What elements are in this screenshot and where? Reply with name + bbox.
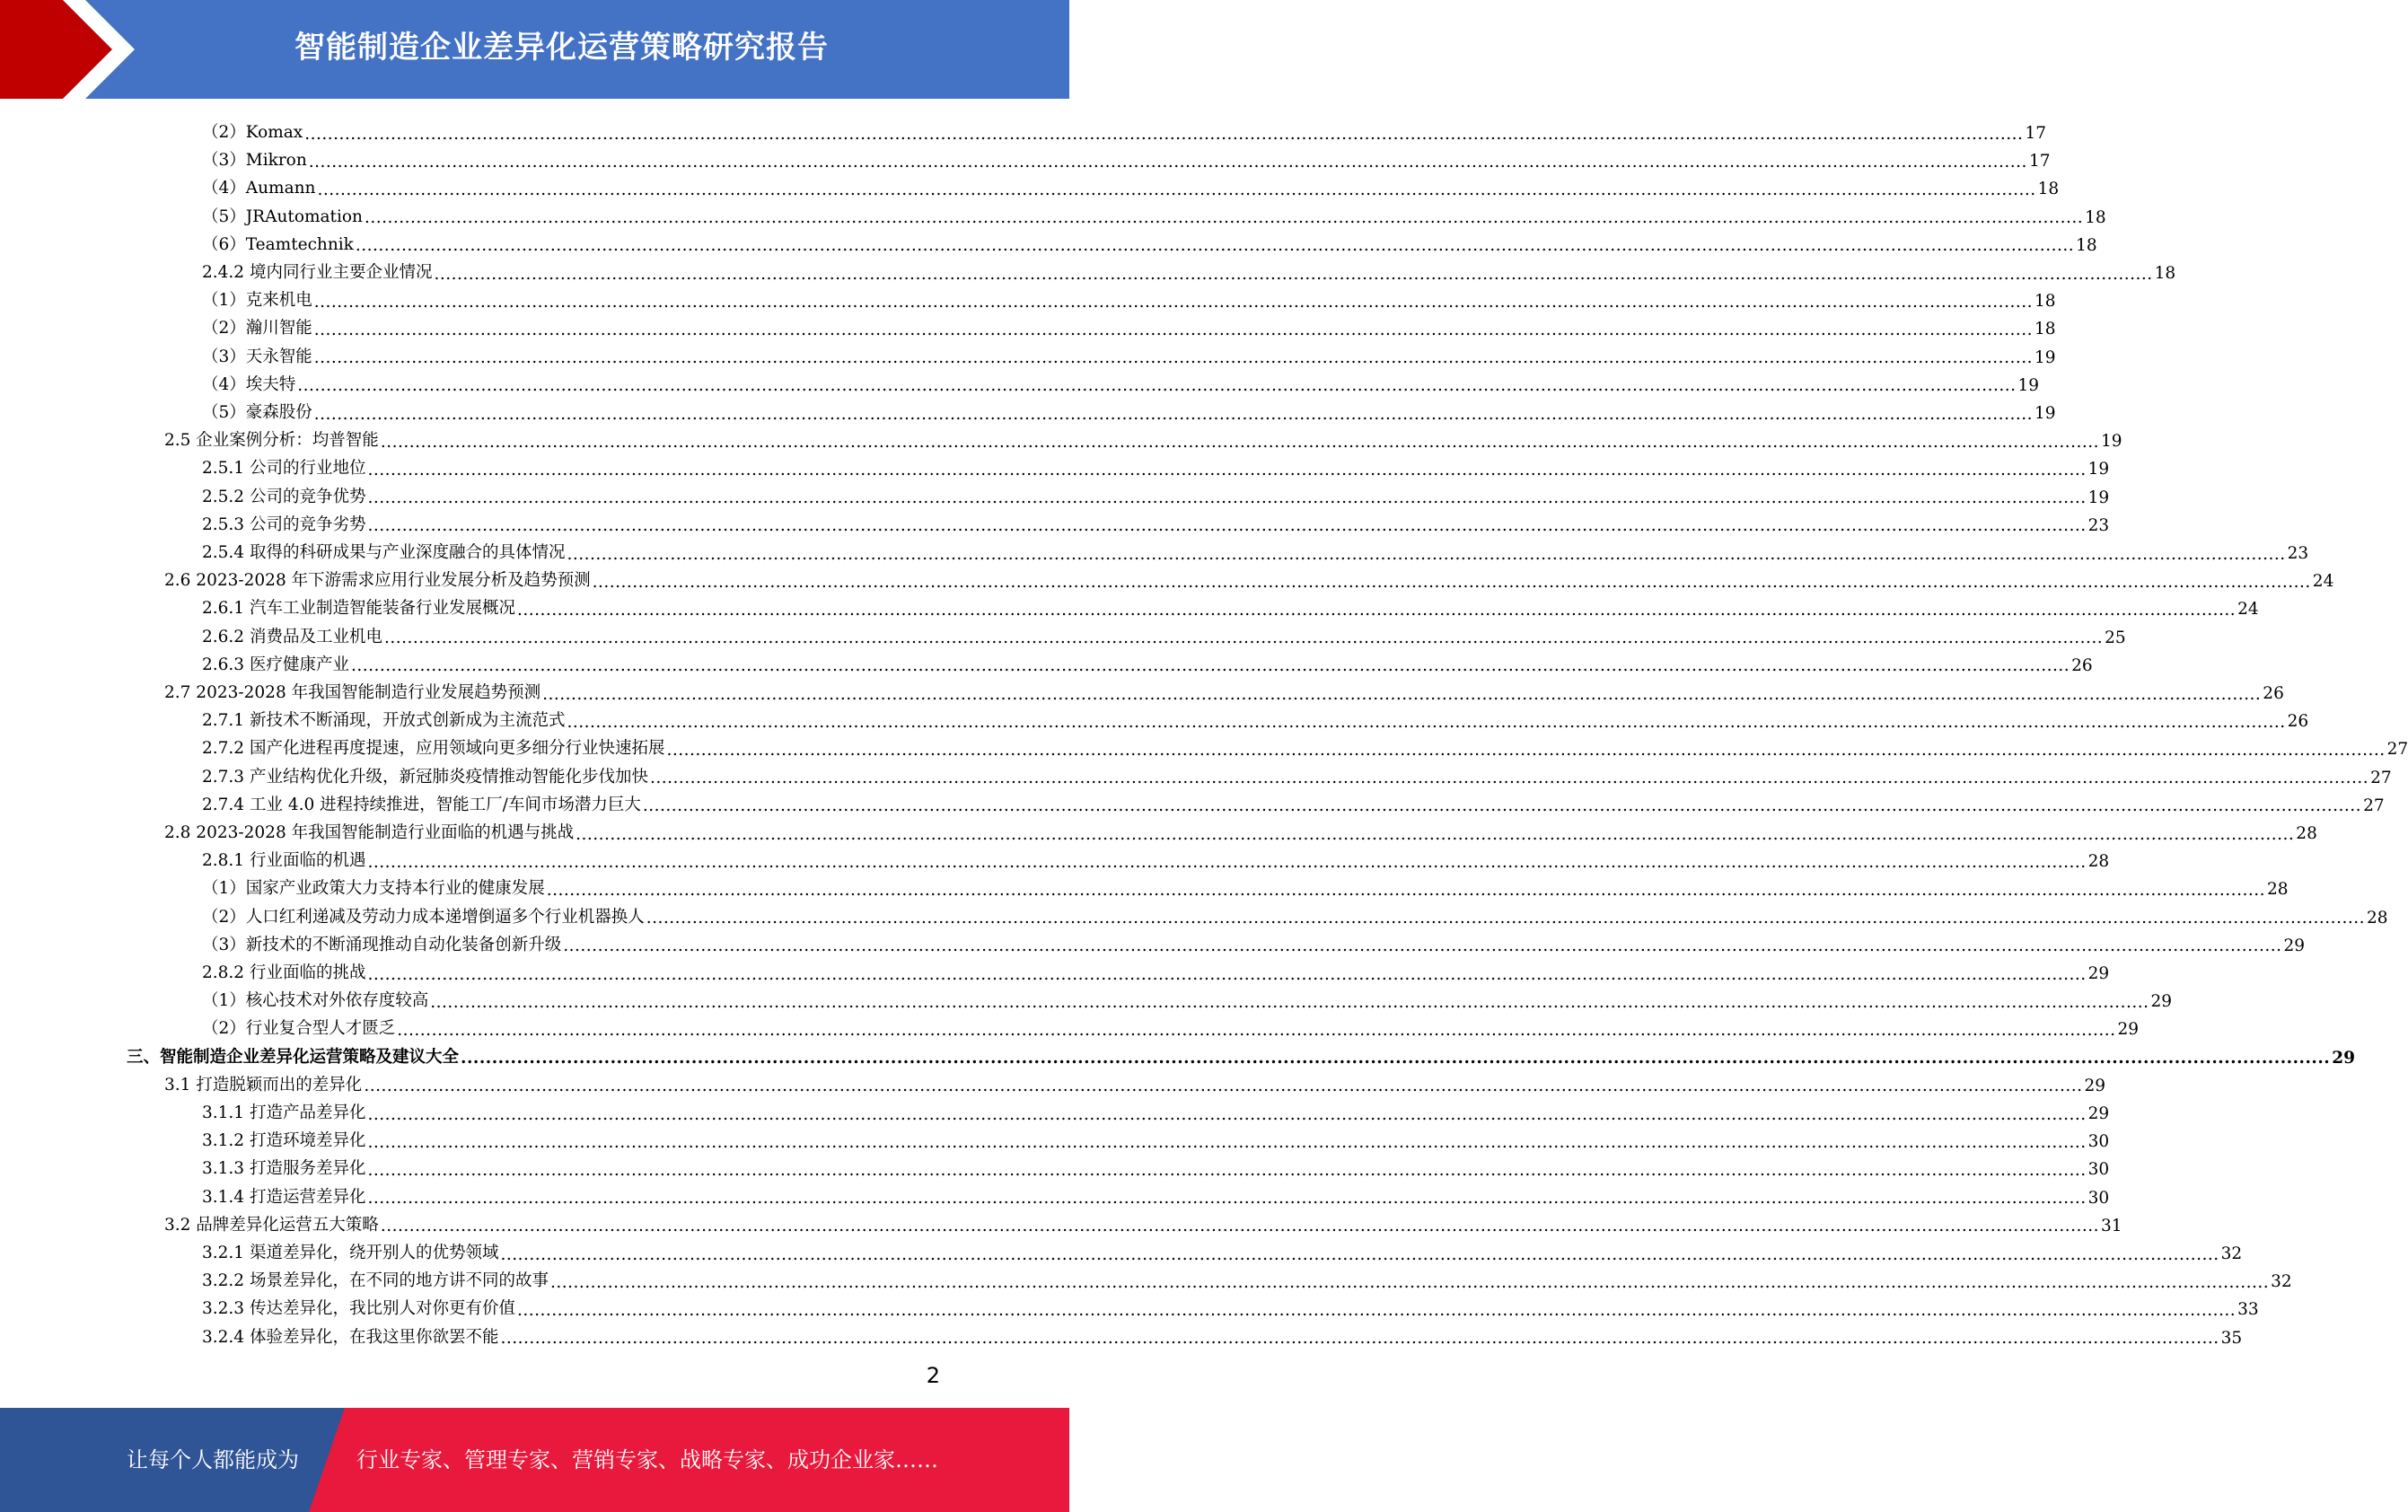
toc-entry[interactable]	[202, 1291, 2259, 1320]
toc-entry-label: 2.7.2 国产化进程再度提速，应用领域向更多细分行业快速拓展	[202, 739, 665, 759]
toc-entry-page: 23	[2087, 515, 2110, 535]
toc-entry-page: 19	[2101, 432, 2122, 452]
toc-leader-dots: ............................................................................................................................................................................................................................................................................................................	[646, 909, 2365, 928]
toc-leader-dots: ............................................................................................................................................................................................................................................................................................................	[549, 1272, 2270, 1292]
toc-entry-label: 2.5.4 取得的科研成果与产业深度融合的具体情况	[202, 543, 566, 562]
page-title: 智能制造企业差异化运营策略研究报告	[294, 30, 829, 66]
toc-entry-page: 18	[2085, 207, 2106, 227]
toc-entry[interactable]	[164, 815, 2317, 844]
toc-entry[interactable]	[202, 283, 2056, 312]
toc-entry-label: 2.8.2 行业面临的挑战	[202, 963, 366, 982]
toc-entry[interactable]	[164, 1068, 2106, 1096]
toc-entry-label: （4）Aumann	[202, 179, 316, 198]
header-chevron-icon	[0, 0, 135, 99]
toc-entry-page: 26	[2287, 712, 2309, 732]
toc-entry[interactable]	[202, 1180, 2110, 1209]
toc-entry-label: （3）新技术的不断涌现推动自动化装备创新升级	[202, 935, 562, 954]
toc-entry-page: 29	[2283, 936, 2306, 955]
toc-leader-dots: ............................................................................................................................................................................................................................................................................................................	[367, 1160, 2087, 1180]
toc-leader-dots: ............................................................................................................................................................................................................................................................................................................	[367, 516, 2087, 536]
toc-leader-dots: ............................................................................................................................................................................................................................................................................................................	[364, 208, 2084, 228]
toc-leader-dots: ............................................................................................................................................................................................................................................................................................................	[383, 629, 2104, 648]
toc-leader-dots: ............................................................................................................................................................................................................................................................................................................	[666, 740, 2386, 760]
toc-entry[interactable]	[164, 563, 2334, 592]
toc-entry-page: 29	[2150, 992, 2173, 1012]
toc-entry-label: （4）埃夫特	[202, 374, 296, 394]
toc-entry-label: 3.2 品牌差异化运营五大策略	[164, 1215, 379, 1235]
toc-entry[interactable]	[202, 115, 2046, 144]
toc-leader-dots: ............................................................................................................................................................................................................................................................................................................	[317, 180, 2036, 199]
toc-leader-dots: ............................................................................................................................................................................................................................................................................................................	[516, 600, 2237, 620]
toc-entry-page: 19	[2087, 488, 2110, 507]
toc-entry-page: 27	[2386, 740, 2408, 760]
toc-leader-dots: ............................................................................................................................................................................................................................................................................................................	[367, 488, 2087, 508]
toc-entry-label: 3.1.2 打造环境差异化	[202, 1131, 366, 1151]
page-number: 2	[926, 1363, 940, 1388]
toc-entry-label: 2.5.2 公司的竞争优势	[202, 487, 366, 506]
footer-right-text: 行业专家、管理专家、营销专家、战略专家、成功企业家……	[356, 1447, 938, 1472]
toc-entry[interactable]	[202, 843, 2110, 872]
toc-entry-label: （2）瀚川智能	[202, 319, 312, 338]
toc-leader-dots: ............................................................................................................................................................................................................................................................................................................	[461, 1049, 2331, 1068]
toc-leader-dots: ............................................................................................................................................................................................................................................................................................................	[367, 460, 2087, 479]
toc-entry-label: 2.7.1 新技术不断涌现，开放式创新成为主流范式	[202, 711, 566, 731]
toc-leader-dots: ............................................................................................................................................................................................................................................................................................................	[313, 404, 2033, 424]
toc-entry[interactable]	[202, 1263, 2292, 1292]
toc-entry-label: 3.1.3 打造服务差异化	[202, 1159, 366, 1179]
toc-leader-dots: ............................................................................................................................................................................................................................................................................................................	[563, 936, 2282, 956]
page-footer	[0, 1408, 1069, 1512]
toc-entry-label: （2）Komax	[202, 123, 303, 142]
toc-entry[interactable]	[202, 1320, 2243, 1349]
toc-entry-label: 3.2.4 体验差异化，在我这里你欲罢不能	[202, 1327, 499, 1347]
toc-entry[interactable]	[202, 451, 2110, 479]
toc-entry-label: （5）JRAutomation	[202, 207, 363, 226]
toc-entry-page: 30	[2087, 1160, 2110, 1180]
toc-entry[interactable]	[202, 479, 2110, 508]
toc-entry-page: 18	[2037, 180, 2060, 199]
toc-leader-dots: ............................................................................................................................................................................................................................................................................................................	[313, 348, 2033, 368]
toc-entry-page: 32	[2271, 1272, 2292, 1292]
toc-entry-label: 3.2.1 渠道差异化，绕开别人的优势领域	[202, 1244, 499, 1262]
toc-leader-dots: ............................................................................................................................................................................................................................................................................................................	[380, 432, 2099, 452]
toc-entry-page: 25	[2105, 628, 2126, 647]
toc-entry[interactable]	[202, 1151, 2110, 1180]
toc-entry-label: 2.5.3 公司的竞争劣势	[202, 514, 366, 534]
toc-entry[interactable]	[202, 900, 2388, 928]
toc-entry[interactable]	[164, 675, 2284, 704]
toc-entry[interactable]	[202, 983, 2173, 1012]
toc-leader-dots: ............................................................................................................................................................................................................................................................................................................	[430, 992, 2149, 1012]
toc-leader-dots: ............................................................................................................................................................................................................................................................................................................	[649, 769, 2369, 788]
toc-leader-dots: ............................................................................................................................................................................................................................................................................................................	[350, 656, 2070, 676]
toc-leader-dots: ............................................................................................................................................................................................................................................................................................................	[592, 572, 2311, 592]
toc-entry-label: （2）行业复合型人才匮乏	[202, 1019, 396, 1039]
toc-leader-dots: ............................................................................................................................................................................................................................................................................................................	[367, 852, 2087, 872]
toc-entry-page: 29	[2117, 1020, 2140, 1040]
toc-entry[interactable]	[202, 871, 2289, 900]
toc-entry-page: 24	[2312, 572, 2334, 592]
toc-leader-dots: ............................................................................................................................................................................................................................................................................................................	[642, 796, 2362, 816]
toc-leader-dots: ............................................................................................................................................................................................................................................................................................................	[380, 1217, 2099, 1236]
toc-entry-label: 3.1.1 打造产品差异化	[202, 1103, 366, 1122]
toc-entry[interactable]	[202, 731, 2408, 760]
toc-entry-label: 2.7.3 产业结构优化升级，新冠肺炎疫情推动智能化步伐加快	[202, 767, 648, 787]
toc-entry-page: 17	[2028, 152, 2051, 171]
toc-entry-label: 2.6.2 消费品及工业机电	[202, 627, 382, 646]
toc-entry-page: 18	[2034, 292, 2056, 312]
toc-entry[interactable]	[202, 1123, 2110, 1152]
page-header	[0, 0, 1069, 99]
toc-entry-page: 30	[2087, 1188, 2110, 1208]
toc-entry[interactable]	[127, 1040, 2355, 1068]
toc-entry[interactable]	[202, 199, 2106, 228]
toc-entry[interactable]	[202, 647, 2093, 676]
toc-entry-page: 26	[2263, 684, 2284, 703]
toc-entry[interactable]	[202, 143, 2051, 171]
toc-entry-page: 27	[2370, 768, 2392, 787]
toc-entry[interactable]	[164, 1208, 2122, 1236]
toc-entry-label: 2.7 2023-2028 年我国智能制造行业发展趋势预测	[164, 683, 541, 702]
toc-leader-dots: ............................................................................................................................................................................................................................................................................................................	[500, 1329, 2219, 1349]
toc-entry-label: （3）Mikron	[202, 151, 307, 171]
toc-entry-label: 3.1.4 打造运营差异化	[202, 1187, 366, 1207]
toc-entry[interactable]	[202, 395, 2056, 424]
toc-entry[interactable]	[202, 787, 2385, 816]
toc-entry[interactable]	[202, 620, 2126, 648]
toc-entry-label: 2.6.3 医疗健康产业	[202, 655, 349, 674]
toc-entry-page: 29	[2332, 1048, 2355, 1068]
toc-entry-page: 26	[2071, 655, 2093, 675]
toc-entry-page: 35	[2220, 1328, 2243, 1348]
toc-entry-page: 28	[2087, 852, 2110, 872]
toc-leader-dots: ............................................................................................................................................................................................................................................................................................................	[500, 1244, 2219, 1264]
toc-entry-page: 28	[2366, 908, 2388, 927]
toc-entry-page: 23	[2287, 544, 2309, 563]
toc-entry-label: （6）Teamtechnik	[202, 234, 354, 254]
toc-entry[interactable]	[202, 591, 2259, 620]
toc-leader-dots: ............................................................................................................................................................................................................................................................................................................	[367, 1189, 2087, 1209]
toc-entry[interactable]	[202, 1095, 2110, 1124]
toc-entry-page: 19	[2034, 404, 2056, 423]
toc-leader-dots: ............................................................................................................................................................................................................................................................................................................	[313, 320, 2033, 339]
toc-leader-dots: ............................................................................................................................................................................................................................................................................................................	[397, 1020, 2116, 1040]
toc-leader-dots: ............................................................................................................................................................................................................................................................................................................	[567, 712, 2286, 732]
toc-entry-page: 18	[2076, 235, 2097, 255]
toc-entry-label: 3.2.2 场景差异化，在不同的地方讲不同的故事	[202, 1271, 549, 1291]
toc-leader-dots: ............................................................................................................................................................................................................................................................................................................	[355, 236, 2075, 256]
toc-leader-dots: ............................................................................................................................................................................................................................................................................................................	[367, 1104, 2087, 1124]
toc-entry-page: 24	[2237, 600, 2259, 620]
toc-entry-label: 2.4.2 境内同行业主要企业情况	[202, 263, 433, 282]
toc-leader-dots: ............................................................................................................................................................................................................................................................................................................	[308, 152, 2027, 171]
toc-entry-label: 2.6.1 汽车工业制造智能装备行业发展概况	[202, 599, 515, 619]
toc-entry-page: 28	[2296, 824, 2317, 843]
toc-entry-page: 18	[2154, 264, 2176, 283]
toc-entry-page: 29	[2084, 1076, 2106, 1095]
toc-entry-label: （1）国家产业政策大力支持本行业的健康发展	[202, 879, 545, 899]
toc-entry[interactable]	[202, 367, 2040, 396]
toc-entry-label: 2.8 2023-2028 年我国智能制造行业面临的机遇与挑战	[164, 823, 575, 842]
toc-entry[interactable]	[202, 535, 2309, 564]
toc-entry-label: （1）克来机电	[202, 291, 312, 311]
toc-entry-label: （3）天永智能	[202, 347, 312, 366]
toc-entry-label: 2.5.1 公司的行业地位	[202, 459, 366, 479]
toc-entry-page: 29	[2087, 1104, 2110, 1123]
toc-leader-dots: ............................................................................................................................................................................................................................................................................................................	[367, 964, 2087, 984]
toc-entry-label: 3.1 打造脱颖而出的差异化	[164, 1075, 363, 1094]
toc-leader-dots: ............................................................................................................................................................................................................................................................................................................	[313, 292, 2033, 312]
toc-entry-label: （2）人口红利递减及劳动力成本递增倒逼多个行业机器换人	[202, 907, 645, 927]
toc-entry-label: 2.8.1 行业面临的机遇	[202, 851, 366, 871]
toc-entry[interactable]	[202, 171, 2060, 199]
toc-entry[interactable]	[202, 507, 2110, 536]
toc-entry[interactable]	[202, 1235, 2243, 1264]
toc-leader-dots: ............................................................................................................................................................................................................................................................................................................	[546, 880, 2265, 900]
toc-entry-page: 30	[2087, 1132, 2110, 1152]
toc-entry[interactable]	[202, 927, 2306, 956]
toc-entry-page: 32	[2220, 1244, 2243, 1263]
toc-entry[interactable]	[202, 227, 2097, 256]
toc-entry[interactable]	[202, 255, 2176, 284]
toc-entry-label: 2.7.4 工业 4.0 进程持续推进，智能工厂/车间市场潜力巨大	[202, 795, 641, 814]
toc-entry-page: 19	[2087, 460, 2110, 479]
toc-entry-page: 17	[2025, 124, 2046, 143]
toc-leader-dots: ............................................................................................................................................................................................................................................................................................................	[516, 1300, 2237, 1320]
toc-entry-page: 31	[2101, 1216, 2122, 1235]
toc-entry[interactable]	[202, 955, 2110, 984]
toc-leader-dots: ............................................................................................................................................................................................................................................................................................................	[297, 376, 2017, 396]
toc-entry-page: 28	[2266, 880, 2289, 900]
toc-entry-page: 18	[2034, 320, 2056, 339]
footer-left-text: 让每个人都能成为	[127, 1447, 299, 1472]
toc-entry[interactable]	[202, 703, 2309, 732]
toc-entry-page: 19	[2017, 375, 2040, 395]
toc-entry-page: 19	[2034, 347, 2056, 367]
toc-entry-label: 2.5 企业案例分析：均普智能	[164, 431, 379, 451]
toc-entry[interactable]	[164, 423, 2122, 452]
toc-entry-label: 三、智能制造企业差异化运营策略及建议大全	[127, 1047, 460, 1067]
toc-entry-label: 2.6 2023-2028 年下游需求应用行业发展分析及趋势预测	[164, 571, 591, 591]
toc-leader-dots: ............................................................................................................................................................................................................................................................................................................	[576, 824, 2295, 844]
toc-entry-label: 3.2.3 传达差异化，我比别人对你更有价值	[202, 1299, 515, 1319]
toc-entry[interactable]	[202, 311, 2056, 339]
toc-leader-dots: ............................................................................................................................................................................................................................................................................................................	[542, 684, 2262, 704]
toc-entry[interactable]	[202, 339, 2056, 368]
toc-entry-page: 27	[2363, 796, 2385, 815]
toc-entry[interactable]	[202, 760, 2392, 788]
toc-entry-label: （1）核心技术对外依存度较高	[202, 991, 429, 1011]
toc-entry-page: 33	[2237, 1300, 2259, 1320]
toc-leader-dots: ............................................................................................................................................................................................................................................................................................................	[364, 1077, 2083, 1096]
toc-entry[interactable]	[202, 1011, 2140, 1040]
toc-leader-dots: ............................................................................................................................................................................................................................................................................................................	[434, 264, 2153, 284]
toc-entry-label: （5）豪森股份	[202, 403, 312, 422]
toc-leader-dots: ............................................................................................................................................................................................................................................................................................................	[567, 544, 2286, 564]
toc-leader-dots: ............................................................................................................................................................................................................................................................................................................	[304, 124, 2024, 144]
toc-leader-dots: ............................................................................................................................................................................................................................................................................................................	[367, 1132, 2087, 1152]
toc-entry-page: 29	[2087, 964, 2110, 983]
